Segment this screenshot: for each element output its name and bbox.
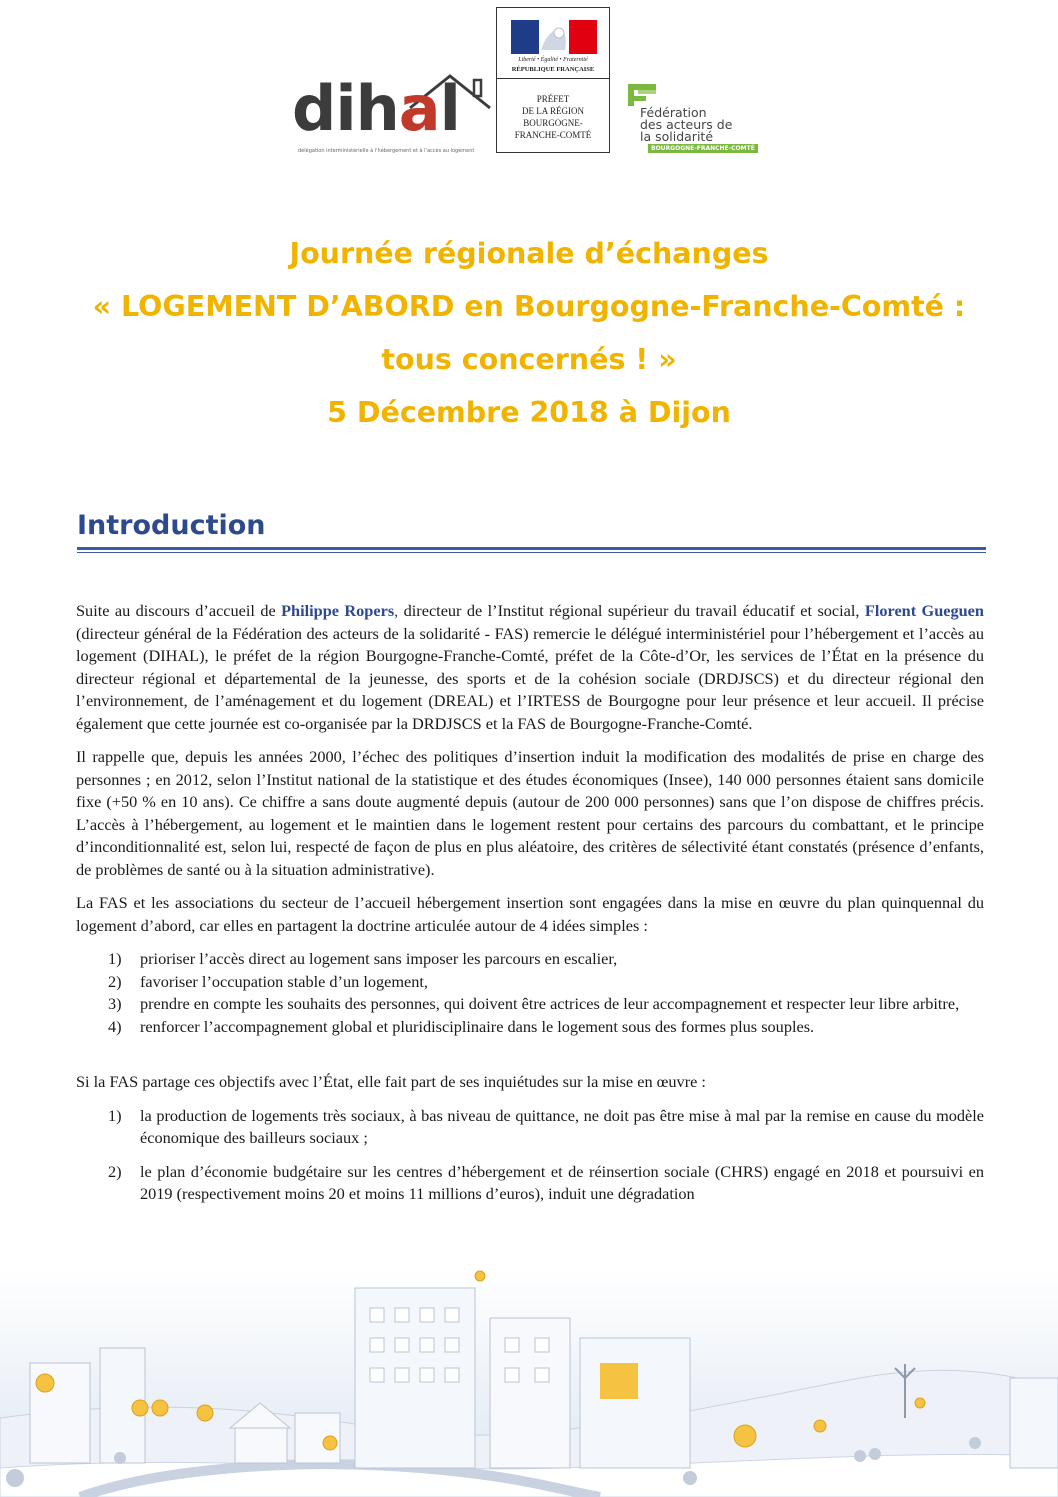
speaker-name: Philippe Ropers	[281, 601, 395, 620]
title-line-4: 5 Décembre 2018 à Dijon	[327, 396, 731, 429]
body-text	[76, 600, 984, 1217]
list-item: 4) renforcer l’accompagnement global et pluridisciplinaire dans le logement sous des formes plus souples.	[108, 1016, 815, 1036]
section-heading-introduction: Introduction	[77, 510, 266, 541]
fas-region-badge: BOURGOGNE-FRANCHE-COMTÉ	[648, 144, 758, 153]
heading-rule	[77, 547, 986, 550]
paragraph-3: La FAS et les associations du secteur de l’accueil hébergement insertion sont engagées dans la mise en œuvre du plan quinquennal du logement d’abord, car elles en partagent la doctrine articulée autour de 4 idées simples :	[76, 893, 984, 935]
fas-name: Fédération des acteurs de la solidarité	[640, 105, 733, 144]
paragraph-1: Suite au discours d’accueil de Philippe Ropers, directeur de l’Institut régional supérieur du travail éducatif et social, Florent Gueguen (directeur général de la Fédération des acteurs de la solidarité - FAS) remercie le délégué interministériel pour l’hébergement et l’accès au logement (DIHAL), le préfet de la région Bourgogne-Franche-Comté, préfet de la Côte-d’Or, les services de l’État en la présence du directeur régional et départemental de la jeunesse, des sports et de la cohésion sociale (DRDJSCS) et du directeur régional den l’environnement, de l’aménagement et du logement (DREAL) et l’IRTESS de Bourgogne pour leur présence et leur accueil. Il précise également que cette journée est co-organisée par la DRDJSCS et la FAS de Bourgogne-Franche-Comté.	[76, 601, 984, 733]
list-item: 2) favoriser l’occupation stable d’un logement,	[108, 971, 428, 991]
title-line-1: Journée régionale d’échanges	[289, 237, 769, 270]
speaker-name: Florent Gueguen	[864, 601, 984, 620]
city-landscape-illustration	[0, 1268, 1058, 1497]
paragraph-4: Si la FAS partage ces objectifs avec l’État, elle fait part de ses inquiétudes sur la mise en œuvre :	[76, 1072, 706, 1091]
list-item: 1) prioriser l’accès direct au logement sans imposer les parcours en escalier,	[108, 949, 618, 968]
list-item: 1) la production de logements très sociaux, à bas niveau de quittance, ne doit pas être mise à mal par la remise en cause du modèle économique des bailleurs sociaux ;	[108, 1105, 984, 1147]
prefet-logo	[496, 7, 610, 153]
title-line-2: « LOGEMENT D’ABORD en Bourgogne-Franche-Comté :	[92, 290, 966, 323]
concerns-list	[76, 1105, 984, 1206]
document-title	[0, 232, 1058, 444]
heading-rule-thin	[77, 552, 986, 553]
dihal-wordmark: dihal	[292, 72, 460, 145]
fas-logo	[624, 82, 758, 154]
dihal-logo	[292, 72, 488, 158]
prefet-region-text: PRÉFET DE LA RÉGION BOURGOGNE- FRANCHE-COMTÉ	[514, 94, 592, 140]
list-item: 3) prendre en compte les souhaits des personnes, qui doivent être actrices de leur accompagnement et respecter leur libre arbitre,	[108, 994, 960, 1013]
list-item: 2) le plan d’économie budgétaire sur les centres d’hébergement et de réinsertion sociale (CHRS) engagé en 2018 et poursuivi en 2019 (respectivement moins 20 et moins 11 millions d’euros), induit une dégradation	[108, 1161, 984, 1203]
logo-divider	[497, 78, 609, 79]
republic-motto: Liberté • Égalité • Fraternité	[518, 57, 588, 63]
republic-name: RÉPUBLIQUE FRANÇAISE	[511, 66, 595, 73]
ideas-list	[76, 948, 984, 1038]
title-line-3: tous concernés ! »	[381, 343, 677, 376]
marianne-flag-icon	[511, 20, 597, 54]
dihal-tagline: délégation interministérielle à l'hébergement et à l'accès au logement	[298, 148, 475, 154]
paragraph-2: Il rappelle que, depuis les années 2000, l’échec des politiques d’insertion induit la modification des modalités de prise en charge des personnes ; en 2012, selon l’Institut national de la statistique et des études économiques (Insee), 140 000 personnes étaient sans domicile fixe (+50 % en 10 ans). Ce chiffre a sans doute augmenté depuis (autour de 200 000 personnes) sans que l’on dispose de chiffres précis. L’accès à l’hébergement, au logement et le maintien dans le logement restent pour certains des parcours du combattant, et le principe d’inconditionnalité est, selon lui, respecté de façon de plus en plus aléatoire, des critères de sélectivité étant constatés (présence d’enfants, de problèmes de santé ou à la situation administrative).	[76, 747, 984, 879]
